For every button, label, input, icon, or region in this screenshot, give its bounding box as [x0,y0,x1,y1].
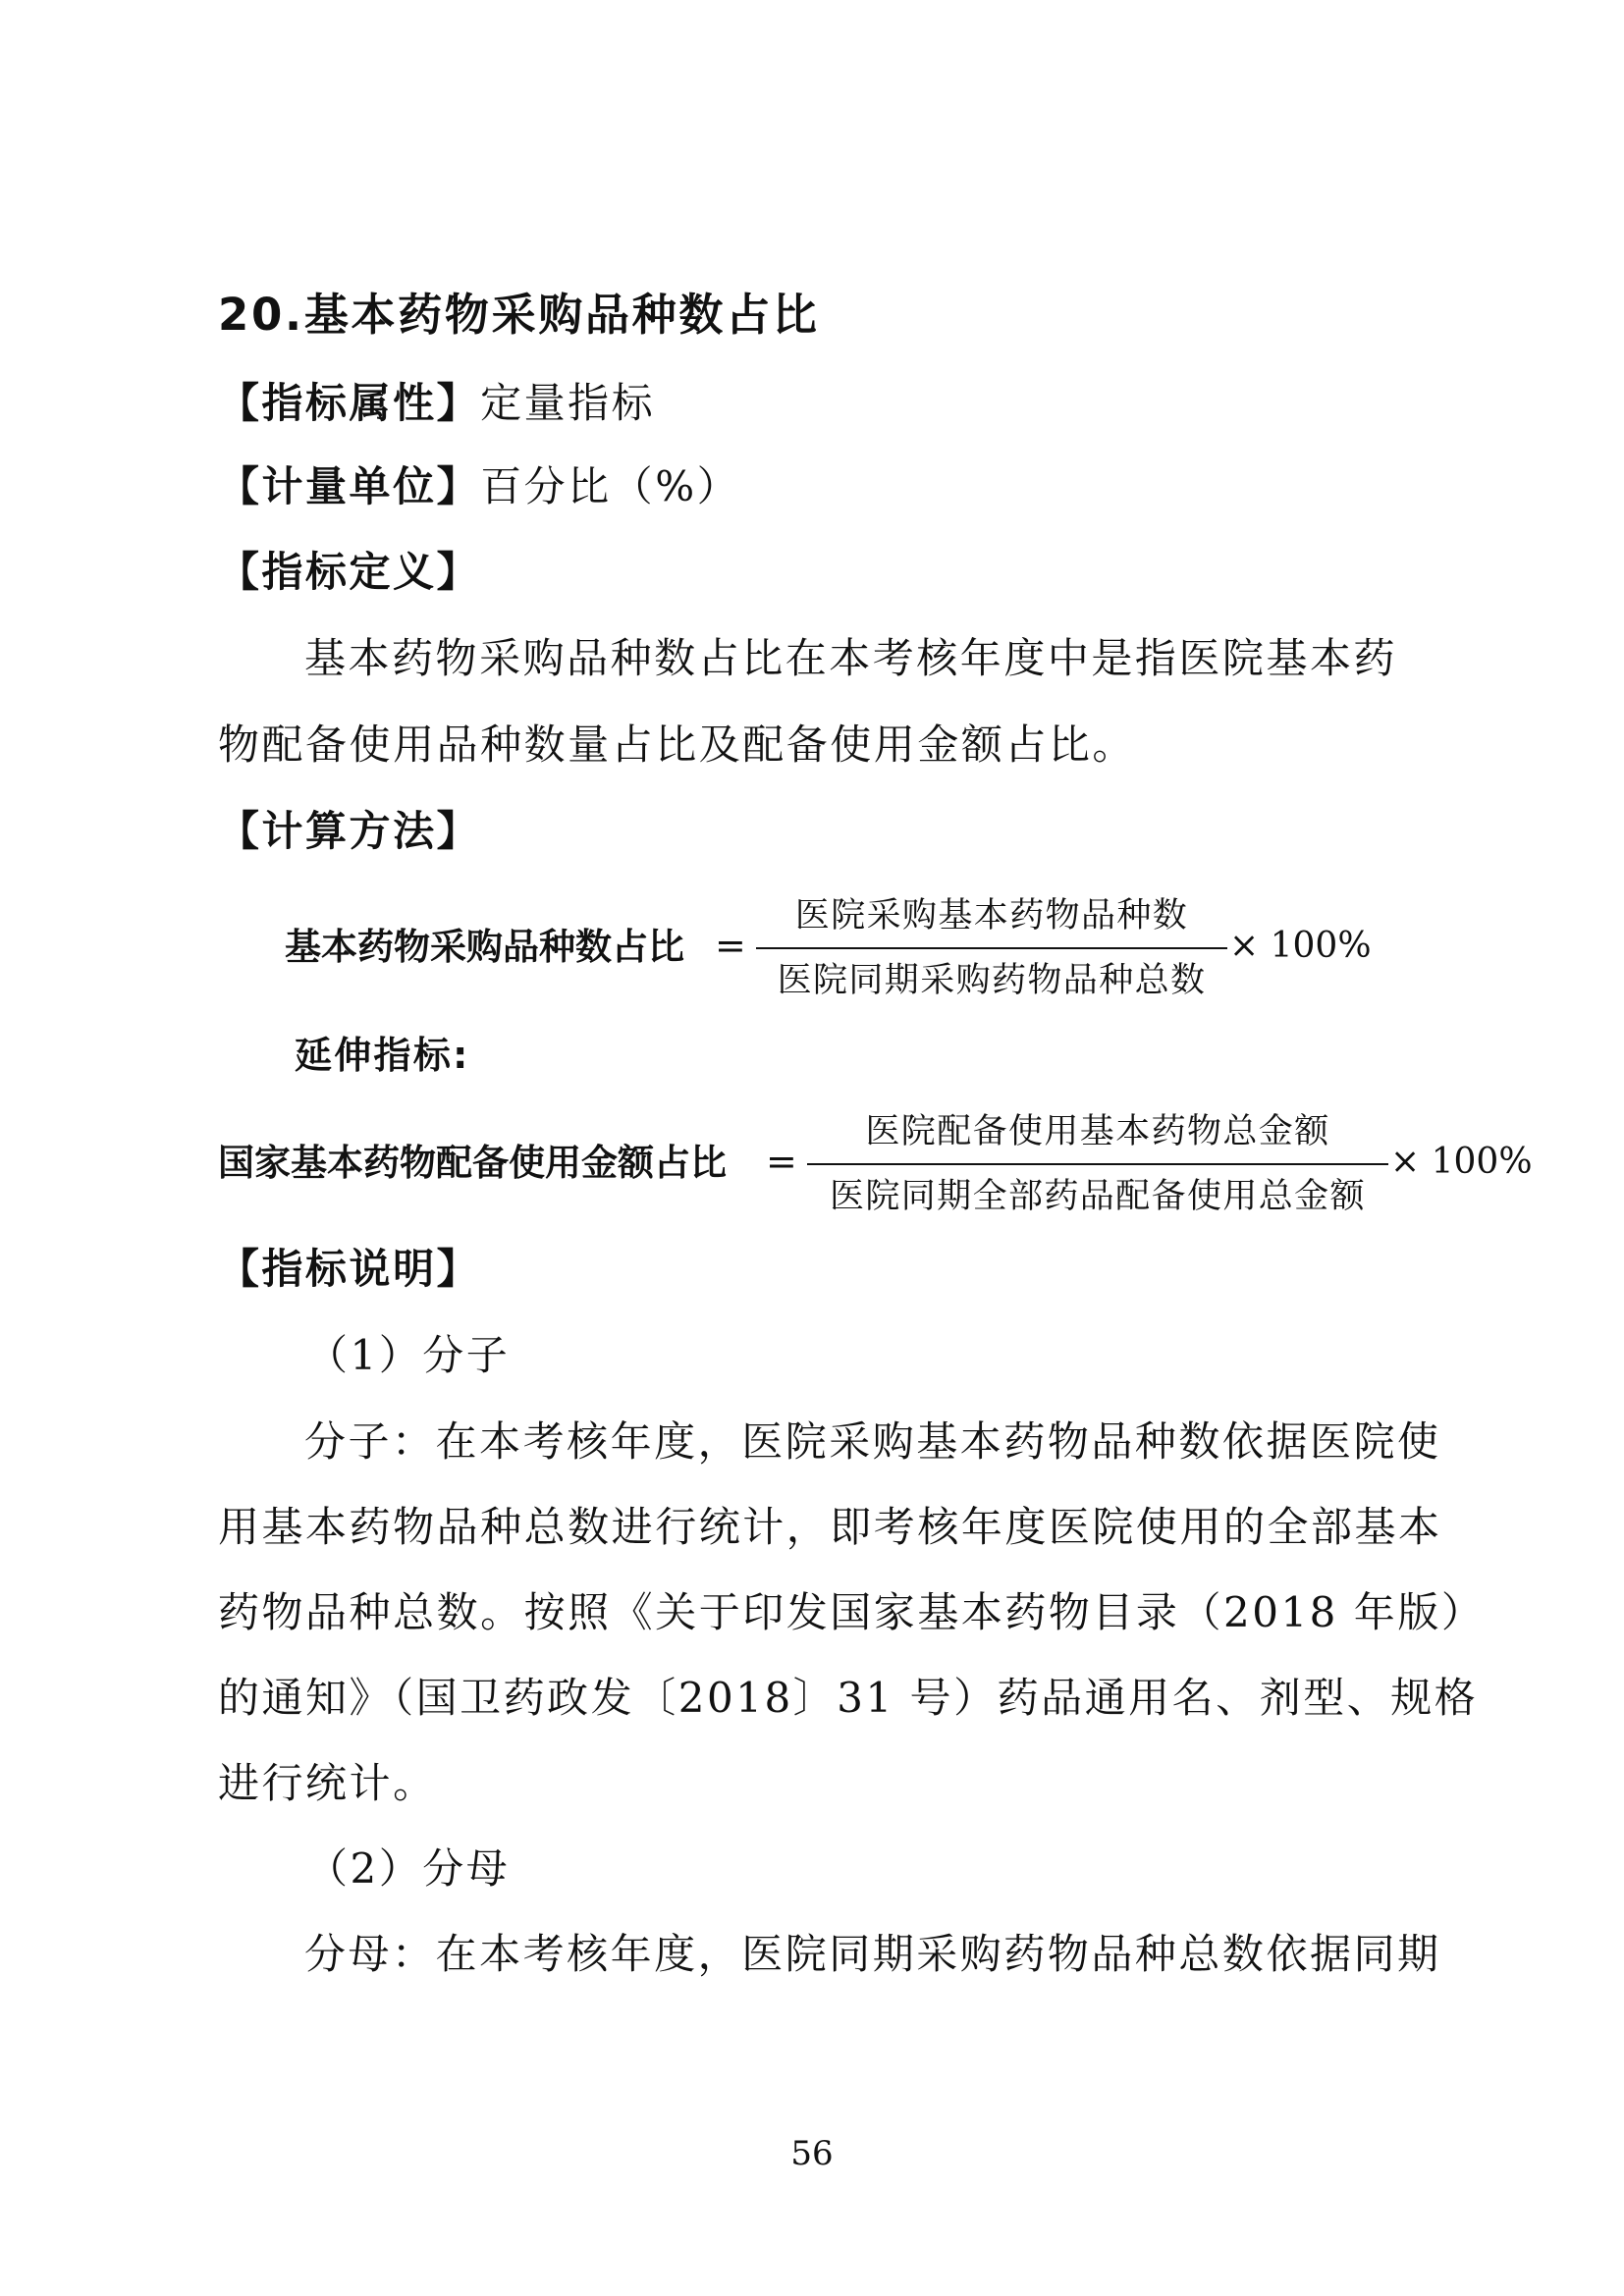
definition-line: 物配备使用品种数量占比及配备使用金额占比。 [218,721,1136,769]
numerator-text-line: 进行统计。 [218,1759,437,1807]
formula-label: 国家基本药物配备使用金额占比 [218,1142,727,1184]
denominator-heading: （2）分母 [306,1844,511,1893]
numerator-text-line: 用基本药物品种总数进行统计，即考核年度医院使用的全部基本 [218,1503,1442,1551]
extension-label: 延伸指标: [295,1034,470,1077]
definition-line: 基本药物采购品种数占比在本考核年度中是指医院基本药 [304,634,1398,682]
numerator-text-line: 分子：在本考核年度，医院采购基本药物品种数依据医院使 [304,1417,1441,1466]
formula-multiplier: × 100% [1229,926,1372,966]
equals-sign: = [766,1140,797,1183]
explanation-label: 【指标说明】 [218,1245,481,1293]
equals-sign: = [715,924,746,967]
formula-numerator: 医院配备使用基本药物总金额 [865,1112,1330,1151]
definition-label: 【指标定义】 [218,548,481,596]
numerator-heading: （1）分子 [306,1331,511,1379]
unit-row [218,462,741,510]
attribute-label: 【指标属性】 [218,379,481,427]
formula-denominator: 医院同期全部药品配备使用总金额 [829,1177,1366,1216]
section-title: 20.基本药物采购品种数占比 [218,289,820,341]
numerator-text-line: 的通知》（国卫药政发〔2018〕31 号）药品通用名、剂型、规格 [218,1674,1479,1722]
formula-multiplier: × 100% [1390,1142,1533,1182]
formula-label: 基本药物采购品种数占比 [285,926,684,968]
attribute-row [218,379,656,427]
unit-value: 百分比（%） [480,462,741,510]
denominator-text-line: 分母：在本考核年度，医院同期采购药物品种总数依据同期 [304,1930,1441,1978]
page-number: 56 [790,2134,834,2173]
formula-numerator: 医院采购基本药物品种数 [794,896,1189,935]
calculation-label: 【计算方法】 [218,807,481,855]
fraction-bar [807,1163,1388,1165]
formula-denominator: 医院同期采购药物品种总数 [777,961,1207,1000]
fraction-bar [756,947,1227,949]
unit-label: 【计量单位】 [218,462,481,510]
attribute-value: 定量指标 [480,379,656,427]
numerator-text-line: 药物品种总数。按照《关于印发国家基本药物目录（2018 年版） [218,1588,1486,1636]
